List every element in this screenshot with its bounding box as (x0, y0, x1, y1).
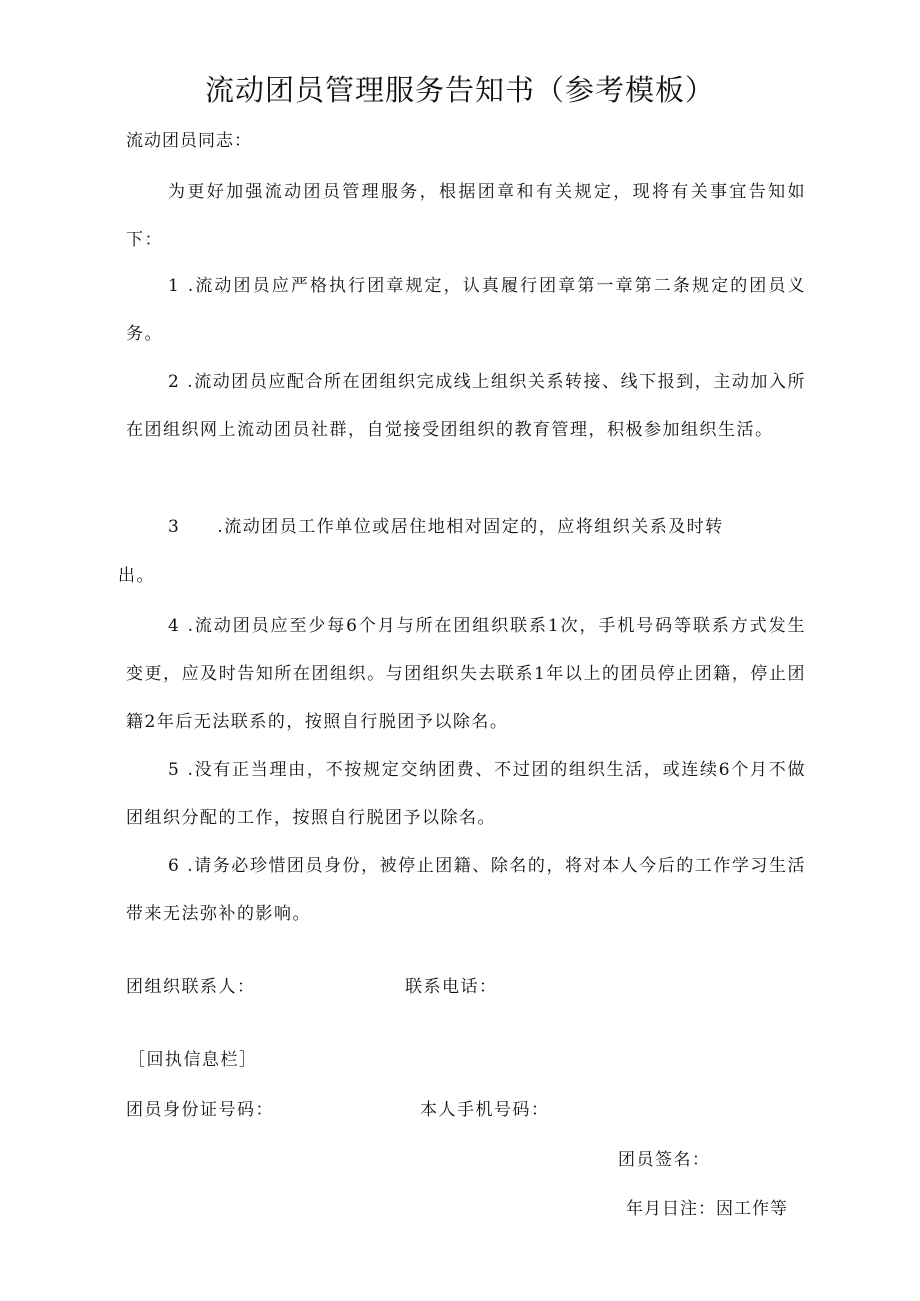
contact-phone-label: 联系电话： (405, 977, 498, 997)
notice-item-6: 6 .请务必珍惜团员身份，被停止团籍、除名的，将对本人今后的工作学习生活带来无法弥补的影响。 (126, 856, 806, 924)
notice-item-5: 5 .没有正当理由，不按规定交纳团费、不过团的组织生活，或连续6个月不做团组织分配的工作，按照自行脱团予以除名。 (126, 760, 806, 828)
intro-paragraph: 为更好加强流动团员管理服务，根据团章和有关规定，现将有关事宜告知如下： (126, 182, 806, 250)
notice-item-4: 4 .流动团员应至少每6个月与所在团组织联系1次，手机号码等联系方式发生变更，应及时告知所在团组织。与团组织失去联系1年以上的团员停止团籍，停止团籍2年后无法联系的，按照自行脱团予以除名。 (126, 616, 806, 732)
document-title: 流动团员管理服务告知书（参考模板） (204, 73, 715, 107)
salutation: 流动团员同志： (126, 131, 252, 151)
mobile-number-label: 本人手机号码： (420, 1100, 550, 1120)
notice-item-1: 1 .流动团员应严格执行团章规定，认真履行团章第一章第二条规定的团员义务。 (126, 276, 806, 344)
notice-item-3-continuation: 出。 (118, 566, 155, 586)
notice-item-2: 2 .流动团员应配合所在团组织完成线上组织关系转接、线下报到，主动加入所在团组织网上流动团员社群，自觉接受团组织的教育管理，积极参加组织生活。 (126, 372, 806, 440)
id-number-label: 团员身份证号码： (126, 1100, 274, 1120)
receipt-heading: ［回执信息栏］ (128, 1050, 258, 1070)
signature-label: 团员签名： (618, 1150, 711, 1170)
contact-person-label: 团组织联系人： (126, 977, 256, 997)
footer-note: 年月日注：因工作等 (626, 1199, 788, 1219)
notice-item-3: 3 .流动团员工作单位或居住地相对固定的，应将组织关系及时转 (168, 517, 724, 537)
